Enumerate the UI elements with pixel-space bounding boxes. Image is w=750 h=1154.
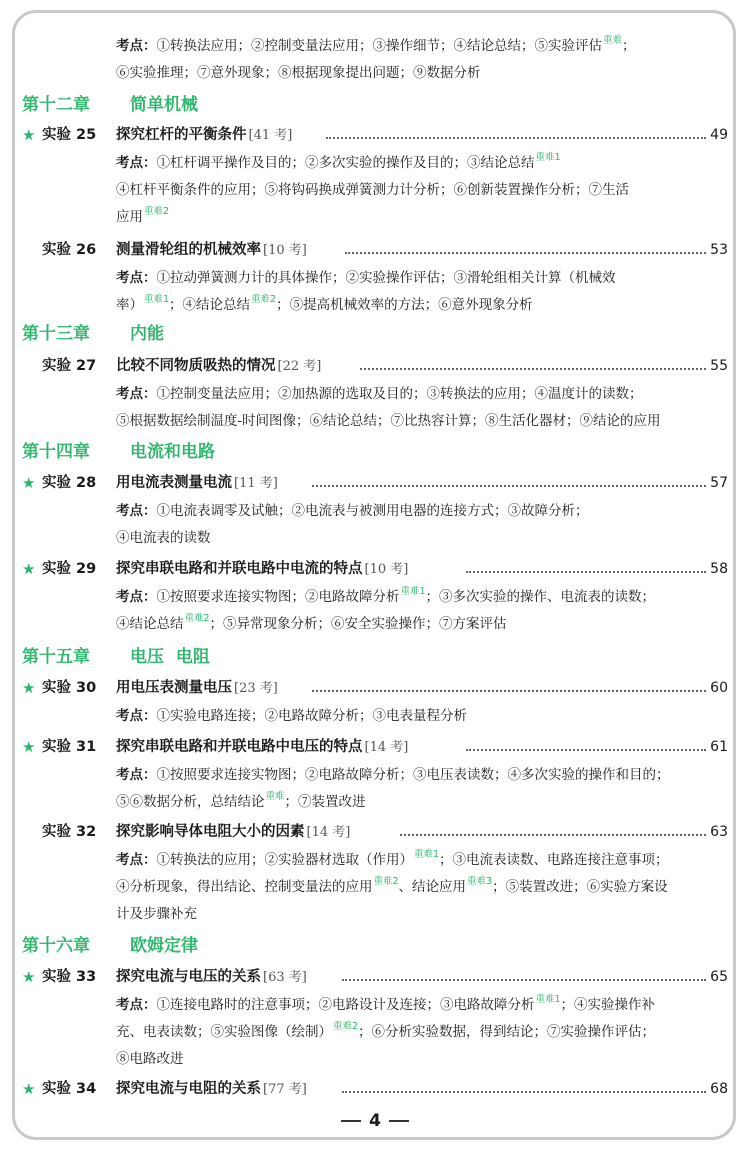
difficulty-tag: 重难2: [333, 1021, 359, 1032]
experiment-title: [116, 820, 350, 845]
keypoints-text: 率）: [116, 297, 143, 313]
keypoints-label: 考点：: [116, 270, 157, 286]
leader-dots: [400, 833, 706, 836]
experiment-title: [116, 238, 307, 263]
experiment-number: 实验 33: [42, 969, 97, 985]
experiment-title-text: 用电流表测量电流: [116, 475, 232, 491]
toc-entry-experiment-34[interactable]: [0, 1077, 750, 1101]
experiment-title: [116, 354, 321, 379]
exam-count: [23 考]: [234, 681, 278, 696]
keypoints-text: ⑤⑥数据分析，总结结论: [116, 794, 265, 810]
keypoints-label: 考点：: [116, 386, 157, 402]
experiment-title-text: 探究串联电路和并联电路中电压的特点: [116, 739, 363, 755]
leader-dots: [466, 570, 706, 573]
chapter-name: 简单机械: [130, 95, 198, 115]
keypoints-text: ①连接电路时的注意事项；②电路设计及连接；③电路故障分析: [156, 997, 535, 1013]
experiment-title: [116, 557, 408, 582]
keypoints-text: ⑧电路改进: [116, 1051, 184, 1067]
experiment-number: 实验 31: [42, 739, 97, 755]
page-number: 53: [710, 242, 728, 258]
chapter-heading[interactable]: [22, 440, 750, 464]
difficulty-tag: 重难: [265, 791, 285, 802]
keypoints-line: [116, 381, 728, 408]
keypoints-label: 考点：: [116, 997, 157, 1013]
keypoints-line: [116, 789, 728, 817]
keypoints-text: ①实验电路连接；②电路故障分析；③电表量程分析: [156, 708, 467, 724]
keypoints-label: 考点：: [116, 852, 157, 868]
keypoints-line: [116, 204, 728, 232]
difficulty-tag: 重难1: [400, 586, 426, 597]
keypoints-text: ；⑤提高机械效率的方法；⑥意外现象分析: [276, 297, 533, 313]
exam-count: [63 考]: [263, 970, 307, 985]
experiment-title: [116, 735, 408, 760]
keypoints-line: [116, 265, 728, 292]
leader-dots: [312, 689, 706, 692]
page-number: 63: [710, 824, 728, 840]
keypoints-line: [116, 292, 728, 320]
chapter-number: 第十二章: [22, 95, 90, 115]
page-number: 58: [710, 561, 728, 577]
keypoints-line: [116, 60, 728, 87]
keypoints-line: [116, 874, 728, 902]
difficulty-tag: 重难1: [414, 849, 440, 860]
keypoints-line: [116, 901, 728, 928]
keypoints-line: [116, 584, 728, 612]
star-icon: ★: [22, 560, 36, 578]
keypoints-line: [116, 611, 728, 639]
keypoints-text: ④电流表的读数: [116, 530, 211, 546]
experiment-title-text: 测量滑轮组的机械效率: [116, 242, 261, 258]
exam-count: [77 考]: [263, 1082, 307, 1097]
chapter-number: 第十三章: [22, 324, 90, 344]
toc-entry-experiment-33[interactable]: [0, 965, 750, 989]
exam-count: [22 考]: [277, 359, 322, 374]
experiment-title-text: 探究电流与电阻的关系: [116, 1081, 261, 1097]
experiment-number: 实验 32: [42, 824, 97, 840]
keypoints-line: [116, 525, 728, 552]
exam-count: [41 考]: [248, 128, 293, 143]
keypoints-text: ④分析现象，得出结论、控制变量法的应用: [116, 879, 373, 895]
page-number: 57: [710, 475, 728, 491]
keypoints-text: ①控制变量法应用；②加热源的选取及目的；③转换法的应用；④温度计的读数；: [156, 386, 643, 402]
star-icon: ★: [22, 738, 36, 756]
keypoints-line: [116, 150, 728, 178]
difficulty-tag: 重难: [603, 35, 623, 46]
chapter-number: 第十四章: [22, 442, 90, 462]
experiment-title-text: 用电压表测量电压: [116, 680, 232, 696]
keypoints-text: ；④结论总结: [169, 297, 251, 313]
toc-entry-experiment-26[interactable]: [0, 238, 750, 262]
keypoints-text: 充、电表读数；⑤实验图像（绘制）: [116, 1024, 332, 1040]
chapter-heading[interactable]: [22, 322, 750, 346]
page-number: 68: [710, 1081, 728, 1097]
leader-dots: [342, 1090, 706, 1093]
keypoints-text: ⑥实验推理；⑦意外现象；⑧根据现象提出问题；⑨数据分析: [116, 65, 481, 81]
chapter-name: 电流和电路: [130, 442, 215, 462]
experiment-title-text: 探究串联电路和并联电路中电流的特点: [116, 561, 363, 577]
keypoints-line: [116, 408, 728, 435]
keypoints-line: [116, 992, 728, 1020]
chapter-name: 内能: [130, 324, 164, 344]
star-icon: ★: [22, 1080, 36, 1098]
difficulty-tag: 重难1: [535, 994, 561, 1005]
footer-dash-right: [389, 1120, 409, 1122]
star-icon: ★: [22, 968, 36, 986]
experiment-number: 实验 29: [42, 561, 97, 577]
experiment-title: [116, 471, 278, 496]
star-icon: ★: [22, 126, 36, 144]
page-number: 65: [710, 969, 728, 985]
keypoints-text: ；⑥分析实验数据，得到结论；⑦实验操作评估；: [358, 1024, 656, 1040]
leader-dots: [342, 978, 706, 981]
exam-count: [14 考]: [306, 825, 351, 840]
difficulty-tag: 重难2: [251, 294, 277, 305]
experiment-title-text: 比较不同物质吸热的情况: [116, 358, 276, 374]
difficulty-tag: 重难1: [144, 294, 170, 305]
chapter-number: 第十五章: [22, 647, 90, 667]
keypoints-label: 考点：: [116, 589, 157, 605]
exam-count: [14 考]: [364, 740, 409, 755]
page-number: 55: [710, 358, 728, 374]
experiment-title-text: 探究电流与电压的关系: [116, 969, 261, 985]
difficulty-tag: 重难2: [144, 206, 170, 217]
leader-dots: [345, 251, 706, 254]
chapter-heading[interactable]: [22, 934, 750, 958]
chapter-heading[interactable]: [22, 93, 750, 117]
toc-entry-experiment-25[interactable]: [0, 123, 750, 147]
keypoints-text: ；⑦装置改进: [284, 794, 366, 810]
difficulty-tag: 重难2: [373, 876, 399, 887]
star-icon: ★: [22, 679, 36, 697]
keypoints-text: ①杠杆调平操作及目的；②多次实验的操作及目的；③结论总结: [156, 155, 535, 171]
experiment-title-text: 探究杠杆的平衡条件: [116, 127, 247, 143]
keypoints-line: [116, 703, 728, 730]
keypoints-text: 应用: [116, 209, 143, 225]
keypoints-text: ①按照要求连接实物图；②电路故障分析: [156, 589, 400, 605]
experiment-number: 实验 28: [42, 475, 97, 491]
difficulty-tag: 重难3: [467, 876, 493, 887]
keypoints-text: ；⑤异常现象分析；⑥安全实验操作；⑦方案评估: [209, 616, 507, 632]
keypoints-line: [116, 762, 728, 789]
keypoints-text: ①电流表调零及试触；②电流表与被测用电器的连接方式；③故障分析；: [156, 503, 589, 519]
page-number: 61: [710, 739, 728, 755]
keypoints-line: [116, 847, 728, 875]
exam-count: [11 考]: [234, 476, 278, 491]
keypoints-text: ⑤根据数据绘制温度-时间图像；⑥结论总结；⑦比热容计算；⑧生活化器材；⑨结论的应用: [116, 413, 661, 429]
toc-entry-experiment-27[interactable]: [0, 354, 750, 378]
keypoints-text: ①拉动弹簧测力计的具体操作；②实验操作评估；③滑轮组相关计算（机械效: [156, 270, 616, 286]
keypoints-text: ④杠杆平衡条件的应用；⑤将钩码换成弹簧测力计分析；⑥创新装置操作分析；⑦生活: [116, 182, 629, 198]
keypoints-line: [116, 33, 728, 61]
chapter-name: 欧姆定律: [130, 936, 198, 956]
exam-count: [10 考]: [263, 243, 307, 258]
toc-entry-experiment-29[interactable]: [0, 557, 750, 581]
keypoints-label: 考点：: [116, 708, 157, 724]
keypoints-text: ；⑤装置改进；⑥实验方案设: [492, 879, 668, 895]
keypoints-label: 考点：: [116, 38, 157, 54]
experiment-number: 实验 30: [42, 680, 97, 696]
experiment-title: [116, 123, 292, 148]
keypoints-text: ；: [622, 38, 636, 54]
difficulty-tag: 重难1: [535, 152, 561, 163]
keypoints-line: [116, 1019, 728, 1047]
toc-entry-experiment-31[interactable]: [0, 735, 750, 759]
keypoints-text: ①转换法应用；②控制变量法应用；③操作细节；④结论总结；⑤实验评估: [156, 38, 602, 54]
page-footer: [0, 1110, 750, 1132]
keypoints-text: ①转换法的应用；②实验器材选取（作用）: [156, 852, 413, 868]
keypoints-text: ；③电流表读数、电路连接注意事项；: [439, 852, 669, 868]
leader-dots: [360, 367, 706, 370]
keypoints-text: ④结论总结: [116, 616, 184, 632]
experiment-title-text: 探究影响导体电阻大小的因素: [116, 824, 305, 840]
keypoints-text: 、结论应用: [398, 879, 467, 895]
toc-entry-experiment-28[interactable]: [0, 471, 750, 495]
experiment-title: [116, 676, 278, 701]
keypoints-text: ①按照要求连接实物图；②电路故障分析；③电压表读数；④多次实验的操作和目的；: [156, 767, 670, 783]
footer-dash-left: [341, 1120, 361, 1122]
exam-count: [10 考]: [364, 562, 409, 577]
keypoints-line: [116, 177, 728, 204]
footer-page-number: 4: [369, 1111, 381, 1131]
keypoints-label: 考点：: [116, 503, 157, 519]
difficulty-tag: 重难2: [184, 613, 210, 624]
keypoints-text: 计及步骤补充: [116, 906, 197, 922]
keypoints-text: ；③多次实验的操作、电流表的读数；: [425, 589, 656, 605]
leader-dots: [466, 748, 706, 751]
chapter-number: 第十六章: [22, 936, 90, 956]
keypoints-label: 考点：: [116, 155, 157, 171]
keypoints-line: [116, 498, 728, 525]
leader-dots: [326, 136, 706, 139]
experiment-number: 实验 25: [42, 127, 97, 143]
experiment-number: 实验 27: [42, 358, 97, 374]
experiment-number: 实验 34: [42, 1081, 97, 1097]
keypoints-text: ；④实验操作补: [560, 997, 656, 1013]
leader-dots: [312, 484, 706, 487]
star-icon: ★: [22, 474, 36, 492]
toc-entry-experiment-30[interactable]: [0, 676, 750, 700]
experiment-number: 实验 26: [42, 242, 97, 258]
toc-entry-experiment-32[interactable]: [0, 820, 750, 844]
page-number: 60: [710, 680, 728, 696]
chapter-heading[interactable]: [22, 645, 750, 669]
experiment-title: [116, 965, 307, 990]
keypoints-label: 考点：: [116, 767, 157, 783]
chapter-name: 电压 电阻: [130, 647, 210, 667]
page-number: 49: [710, 127, 728, 143]
experiment-title: [116, 1077, 307, 1102]
keypoints-line: [116, 1046, 728, 1073]
